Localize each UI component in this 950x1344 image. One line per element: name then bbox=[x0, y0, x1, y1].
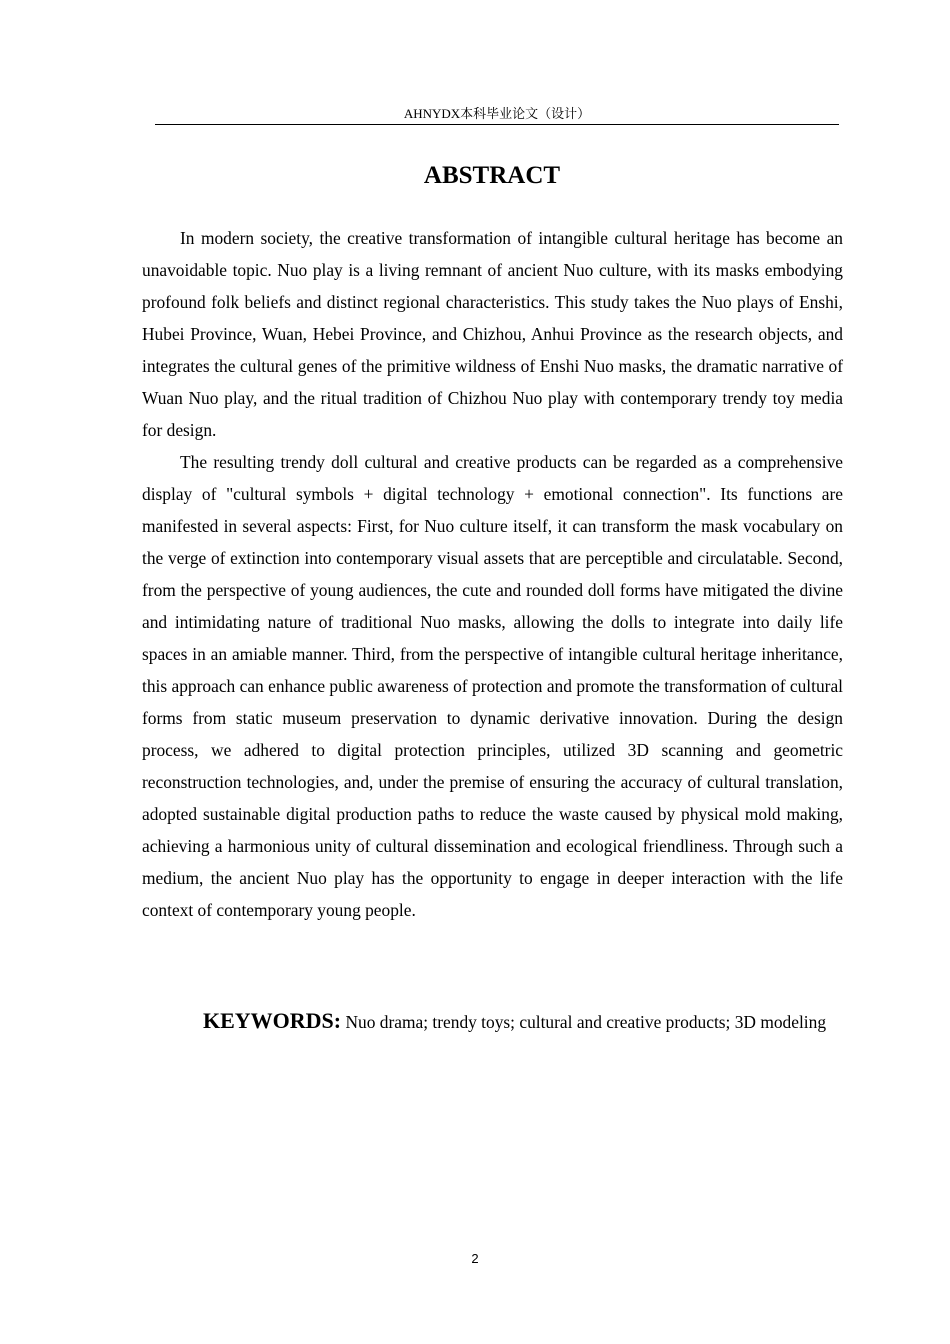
abstract-body bbox=[142, 222, 843, 926]
running-header: AHNYDX本科毕业论文（设计） bbox=[403, 106, 591, 121]
abstract-title: ABSTRACT bbox=[423, 162, 561, 189]
abstract-paragraph-1: In modern society, the creative transformation of intangible cultural heritage has become an unavoidable topic. Nuo play is a living remnant of ancient Nuo culture, with its masks embodying profound folk beliefs and distinct regional characteristics. This study takes the Nuo plays of Enshi, Hubei Province, Wuan, Hebei Province, and Chizhou, Anhui Province as the research objects, and integrates the cultural genes of the primitive wildness of Enshi Nuo masks, the dramatic narrative of Wuan Nuo play, and the ritual tradition of Chizhou Nuo play with contemporary trendy toy media for design. bbox=[142, 228, 843, 440]
keywords-line bbox=[157, 1008, 840, 1033]
page-number: 2 bbox=[471, 1251, 479, 1266]
keywords-label: KEYWORDS: bbox=[203, 1008, 342, 1033]
keywords-text: Nuo drama; trendy toys; cultural and creative products; 3D modeling bbox=[345, 1012, 827, 1032]
abstract-paragraph-2: The resulting trendy doll cultural and creative products can be regarded as a comprehensive display of "cultural symbols + digital technology + emotional connection". Its functions are manifested in several aspects: First, for Nuo culture itself, it can transform the mask vocabulary on the verge of extinction into contemporary visual assets that are perceptible and circulatable. Second, from the perspective of young audiences, the cute and rounded doll forms have mitigated the divine and intimidating nature of traditional Nuo masks, allowing the dolls to integrate into daily life spaces in an amiable manner. Third, from the perspective of intangible cultural heritage inheritance, this approach can enhance public awareness of protection and promote the transformation of cultural forms from static museum preservation to dynamic derivative innovation. During the design process, we adhered to digital protection principles, utilized 3D scanning and geometric reconstruction technologies, and, under the premise of ensuring the accuracy of cultural translation, adopted sustainable digital production paths to reduce the waste caused by physical mold making, achieving a harmonious unity of cultural dissemination and ecological friendliness. Through such a medium, the ancient Nuo play has the opportunity to engage in deeper interaction with the life context of contemporary young people. bbox=[142, 452, 843, 920]
header-rule bbox=[155, 124, 839, 125]
